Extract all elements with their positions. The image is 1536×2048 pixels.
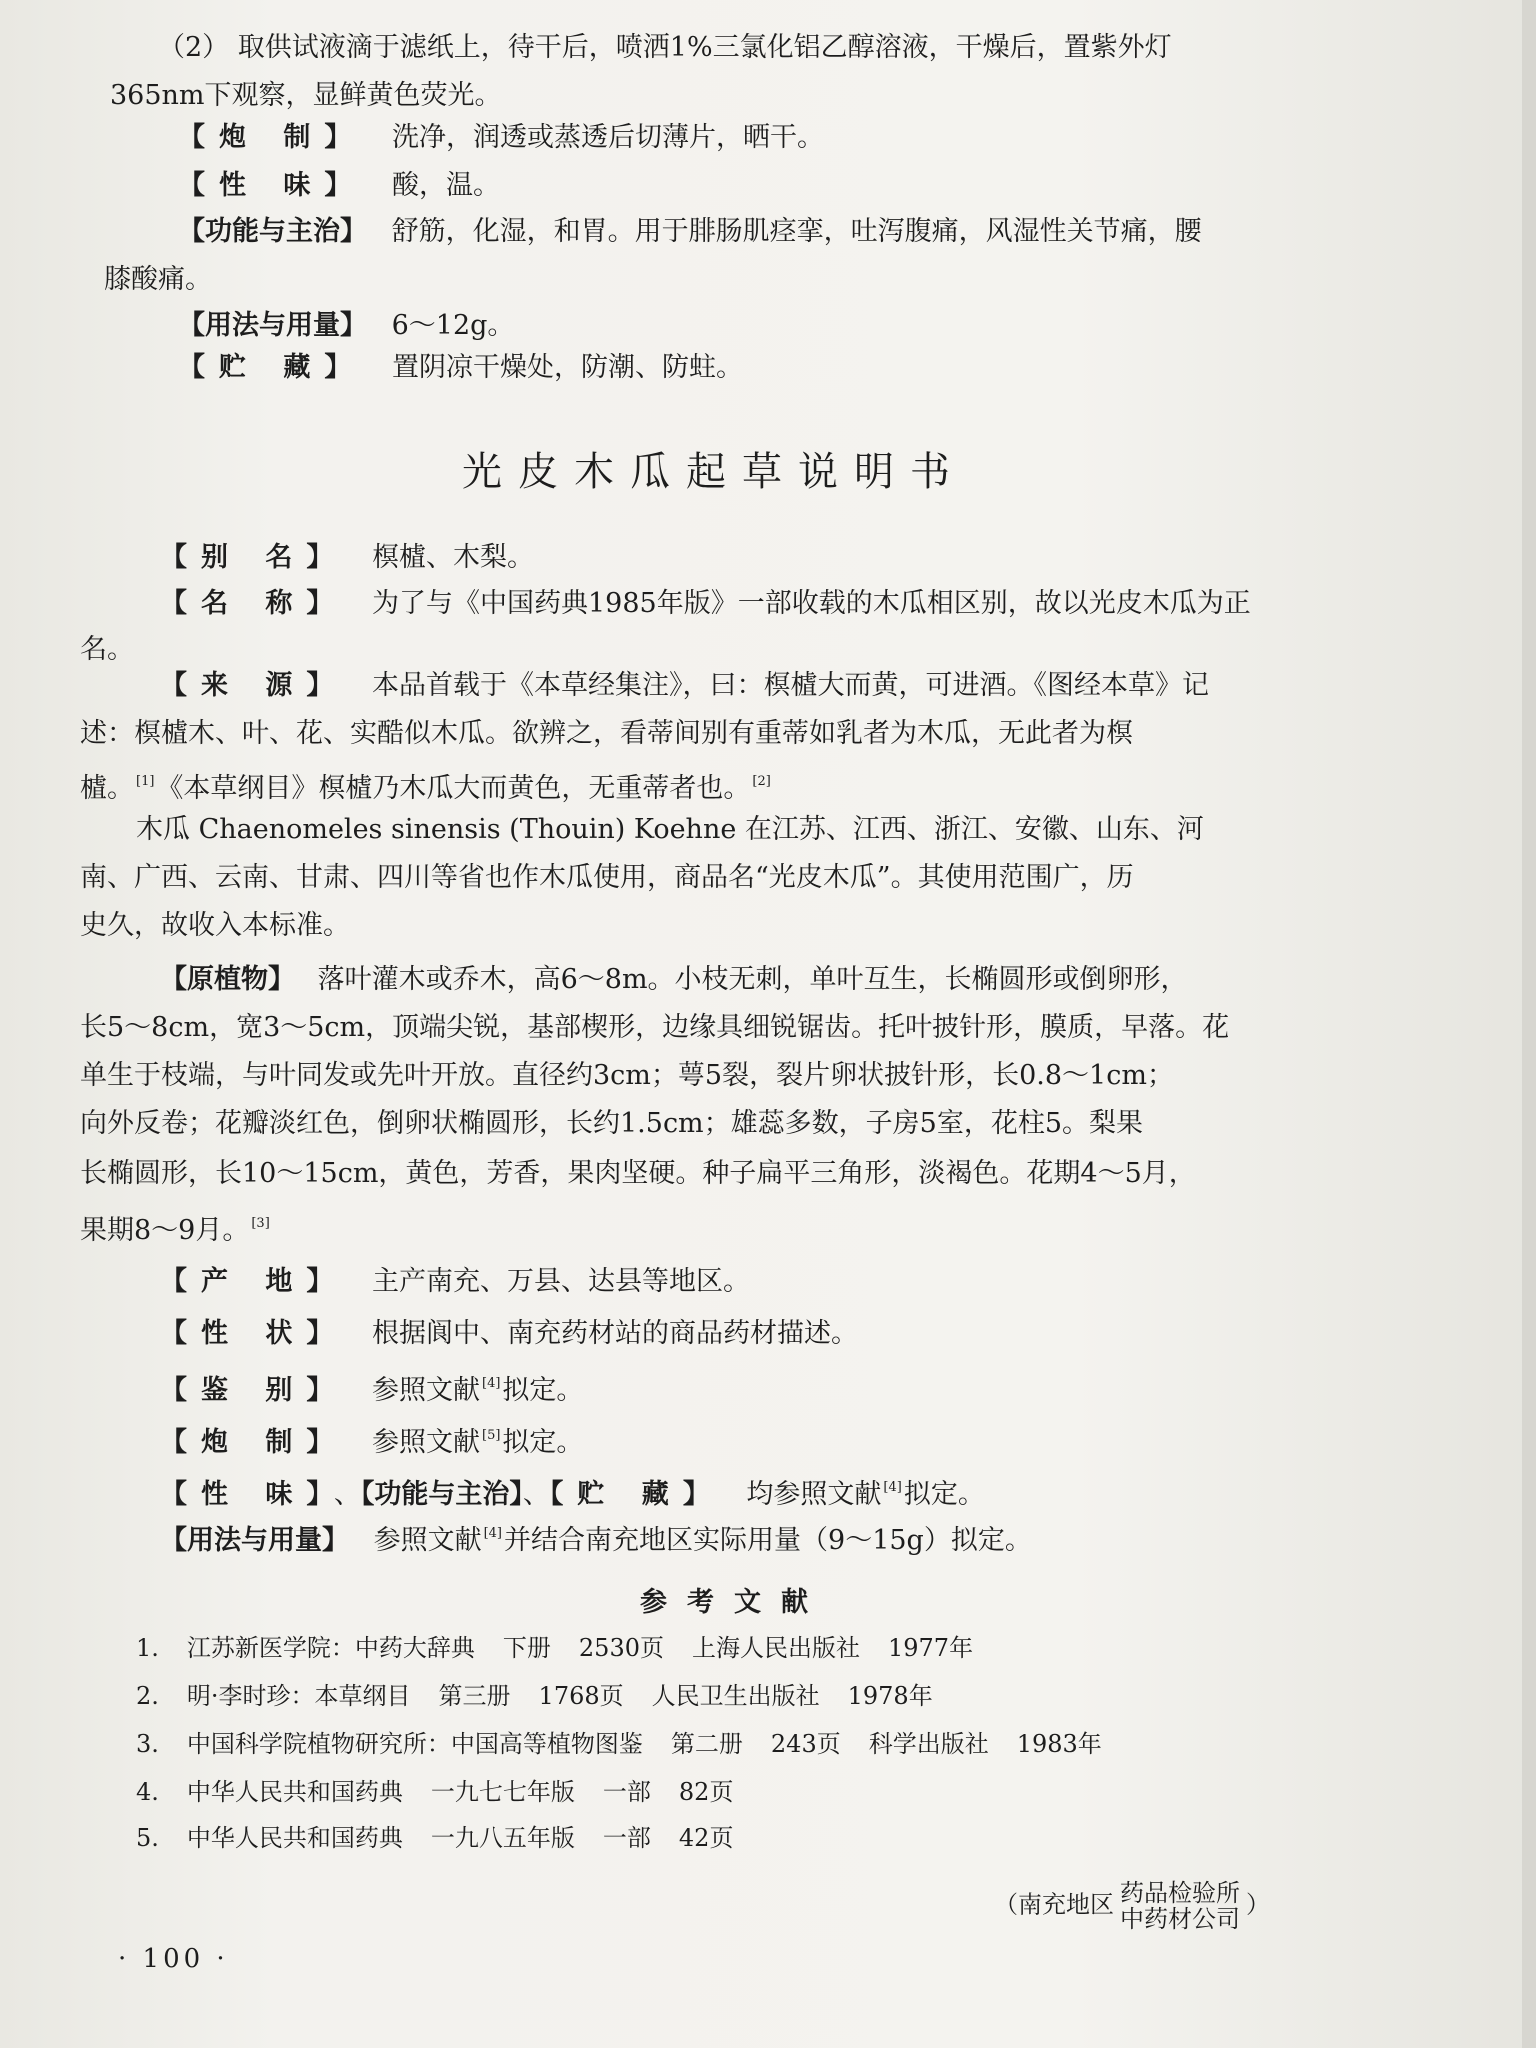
reference-text: 42页 <box>678 1824 734 1852</box>
section-label: 【 别 名 】 <box>160 542 347 573</box>
section-label: 【 名 称 】 <box>160 588 347 619</box>
author-credit <box>994 1880 1270 1932</box>
section-label: 【 用法与用量 】 <box>178 310 367 341</box>
text-line <box>80 908 350 944</box>
section-label: 【 功能与主治 】 <box>178 216 367 247</box>
reference-text: 一九八五年版 <box>430 1824 575 1852</box>
section-text: 落叶灌木或乔木，高6～8m。小枝无刺，单叶互生，长椭圆形或倒卵形， <box>317 964 1188 995</box>
reference-item <box>136 1628 1001 1663</box>
separator: 、 <box>333 1479 361 1510</box>
reference-number: 3. <box>136 1730 159 1758</box>
reference-item <box>136 1772 761 1807</box>
page-number: · 100 · <box>118 1944 229 1974</box>
section-text: 根据阆中、南充药材站的商品药材描述。 <box>372 1318 858 1349</box>
paragraph-text: 名。 <box>80 634 134 665</box>
paragraph-text: 《本草纲目》榠樝乃木瓜大而黄色，无重蒂者也。 <box>156 773 751 804</box>
reference-text: 一部 <box>602 1778 651 1806</box>
reference-text: 科学出版社 <box>868 1730 989 1758</box>
section-text: 为了与《中国药典1985年版》一部收载的木瓜相区别，故以光皮木瓜为正 <box>372 588 1251 619</box>
entry-yongfa-2 <box>160 1516 1032 1559</box>
text-line <box>80 1156 1196 1192</box>
entry-paozhi-2 <box>160 1418 583 1461</box>
paragraph-text: 长5～8cm，宽3～5cm，顶端尖锐，基部楔形，边缘具细锐锯齿。托叶披针形，膜质，早落。花 <box>80 1012 1230 1043</box>
section-label: 【 性 味 】 <box>178 170 365 201</box>
author-text: （南充地区 <box>994 1890 1114 1919</box>
paragraph-text: （2） 取供试液滴于滤纸上，待干后，喷洒1%三氯化铝乙醇溶液，干燥后，置紫外灯 <box>158 32 1172 63</box>
reference-text: 中国科学院植物研究所：中国高等植物图鉴 <box>186 1730 643 1758</box>
reference-text: 第二册 <box>670 1730 743 1758</box>
paragraph-text: 木瓜 Chaenomeles sinensis (Thouin) Koehne 在江苏、江西、浙江、安徽、山东、河 <box>136 814 1204 845</box>
entry-jianbie <box>160 1366 583 1409</box>
section-text: 洗净，润透或蒸透后切薄片，晒干。 <box>392 122 824 153</box>
section-text: 本品首载于《本草经集注》，曰：榠樝大而黄，可进酒。《图经本草》记 <box>372 670 1209 701</box>
separator: 、 <box>522 1479 550 1510</box>
entry-zhucang <box>178 350 743 386</box>
section-text: 6～12g。 <box>391 310 515 341</box>
section-label: 【 炮 制 】 <box>160 1427 347 1458</box>
reference-text: 明·李时珍：本草纲目 <box>186 1682 411 1710</box>
section-label: 【 贮 藏 】 <box>178 352 365 383</box>
entry-mingcheng <box>160 586 1251 622</box>
paragraph-text: 单生于枝端，与叶同发或先叶开放。直径约3cm；萼5裂，裂片卵状披针形，长0.8～1cm； <box>80 1060 1174 1091</box>
reference-item <box>136 1676 961 1711</box>
paragraph-text: 长椭圆形，长10～15cm，黄色，芳香，果肉坚硬。种子扁平三角形，淡褐色。花期4～5月， <box>80 1158 1196 1189</box>
reference-text: 中华人民共和国药典 <box>186 1778 403 1806</box>
paragraph-text: 述：榠樝木、叶、花、实酷似木瓜。欲辨之，看蒂间别有重蒂如乳者为木瓜，无此者为榠 <box>80 718 1133 749</box>
author-text: 药品检验所 <box>1120 1879 1240 1907</box>
paragraph-text: 樝。 <box>80 773 134 804</box>
reference-text: 江苏新医学院：中药大辞典 <box>186 1634 475 1662</box>
reference-text: 82页 <box>678 1778 734 1806</box>
section-text: 参照文献 <box>372 1375 480 1406</box>
entry-xingzhuang <box>160 1316 858 1352</box>
paragraph-text: 膝酸痛。 <box>104 264 212 295</box>
section-text: 拟定。 <box>502 1375 584 1406</box>
text-line <box>80 1106 1143 1142</box>
section-text: 拟定。 <box>502 1427 584 1458</box>
text-line <box>80 764 773 807</box>
text-line <box>158 30 1172 66</box>
reference-number: 5. <box>136 1824 159 1852</box>
reference-item <box>136 1724 1130 1759</box>
reference-text: 上海人民出版社 <box>691 1634 860 1662</box>
citation-mark: [2] <box>752 774 771 789</box>
paragraph-text: 史久，故收入本标准。 <box>80 910 350 941</box>
reference-number: 1. <box>136 1634 159 1662</box>
reference-text: 1977年 <box>887 1634 974 1662</box>
section-label: 【 鉴 别 】 <box>160 1375 347 1406</box>
paragraph-text: 365nm下观察，显鲜黄色荧光。 <box>110 80 502 111</box>
section-text: 主产南充、万县、达县等地区。 <box>372 1266 750 1297</box>
entry-yuanzhiwu <box>160 962 1188 998</box>
section-label: 【 性 状 】 <box>160 1318 347 1349</box>
entry-paozhi <box>178 120 824 156</box>
section-text: 酸，温。 <box>392 170 500 201</box>
paragraph-text: 果期8～9月。 <box>80 1215 250 1246</box>
citation-mark: [1] <box>136 774 155 789</box>
reference-text: 第三册 <box>438 1682 511 1710</box>
paragraph-text: 向外反卷；花瓣淡红色，倒卵状椭圆形，长约1.5cm；雄蕊多数，子房5室，花柱5。梨果 <box>80 1108 1144 1139</box>
section-text: 并结合南充地区实际用量（9～15g）拟定。 <box>504 1525 1032 1556</box>
reference-text: 1768页 <box>538 1682 624 1710</box>
author-text: ） <box>1246 1890 1270 1919</box>
citation-mark: [4] <box>482 1376 501 1391</box>
reference-number: 2. <box>136 1682 159 1710</box>
entry-combined <box>160 1470 985 1513</box>
section-label: 【 用法与用量 】 <box>160 1525 349 1556</box>
text-line <box>80 1058 1174 1094</box>
text-line <box>110 78 502 114</box>
section-text: 拟定。 <box>903 1479 985 1510</box>
reference-number: 4. <box>136 1778 159 1806</box>
section-label: 【 功能与主治 】 <box>361 1479 523 1510</box>
reference-text: 一部 <box>602 1824 651 1852</box>
references-heading: 参考文献 <box>640 1587 828 1618</box>
reference-text: 一九七七年版 <box>430 1778 575 1806</box>
paragraph-text: 南、广西、云南、甘肃、四川等省也作木瓜使用，商品名“光皮木瓜”。其使用范围广，历 <box>80 862 1134 893</box>
entry-gongneng <box>178 214 1202 250</box>
text-line <box>80 860 1134 896</box>
entry-xingwei <box>178 168 500 204</box>
section-text: 参照文献 <box>372 1427 480 1458</box>
text-line <box>80 1206 272 1249</box>
text-line <box>80 716 1133 752</box>
section-label: 【 原植物 】 <box>160 964 295 995</box>
page-edge-shadow <box>1522 0 1536 2048</box>
text-line <box>136 812 1204 848</box>
entry-yongfa <box>178 308 514 344</box>
section-text: 置阴凉干燥处，防潮、防蛀。 <box>392 352 743 383</box>
text-line <box>104 262 212 298</box>
text-line <box>80 1010 1229 1046</box>
citation-mark: [5] <box>482 1428 501 1443</box>
reference-text: 1983年 <box>1016 1730 1102 1758</box>
citation-mark: [3] <box>251 1216 270 1231</box>
document-title: 光皮木瓜起草说明书 <box>462 449 966 495</box>
reference-text: 人民卫生出版社 <box>651 1682 820 1710</box>
citation-mark: [4] <box>483 1526 503 1541</box>
section-label: 【 产 地 】 <box>160 1266 347 1297</box>
entry-bieming <box>160 540 534 576</box>
entry-chandi <box>160 1264 750 1300</box>
entry-laiyuan <box>160 668 1209 704</box>
section-text: 舒筋，化湿，和胃。用于腓肠肌痉挛，吐泻腹痛，风湿性关节痛，腰 <box>391 216 1202 247</box>
section-label: 【 炮 制 】 <box>178 122 365 153</box>
section-text: 榠樝、木梨。 <box>372 542 534 573</box>
author-stack <box>1120 1880 1240 1932</box>
reference-text: 243页 <box>770 1730 841 1758</box>
author-text: 中药材公司 <box>1120 1905 1240 1933</box>
reference-item <box>136 1818 761 1853</box>
reference-text: 中华人民共和国药典 <box>186 1824 403 1852</box>
reference-text: 下册 <box>502 1634 551 1662</box>
text-line <box>80 632 134 668</box>
reference-text: 1978年 <box>847 1682 933 1710</box>
citation-mark: [4] <box>883 1480 902 1495</box>
section-label: 【 性 味 】 <box>160 1479 334 1510</box>
section-label: 【 贮 藏 】 <box>550 1479 724 1510</box>
reference-text: 2530页 <box>578 1634 664 1662</box>
section-text: 均参照文献 <box>746 1479 882 1510</box>
section-text: 参照文献 <box>373 1525 482 1556</box>
section-label: 【 来 源 】 <box>160 670 347 701</box>
